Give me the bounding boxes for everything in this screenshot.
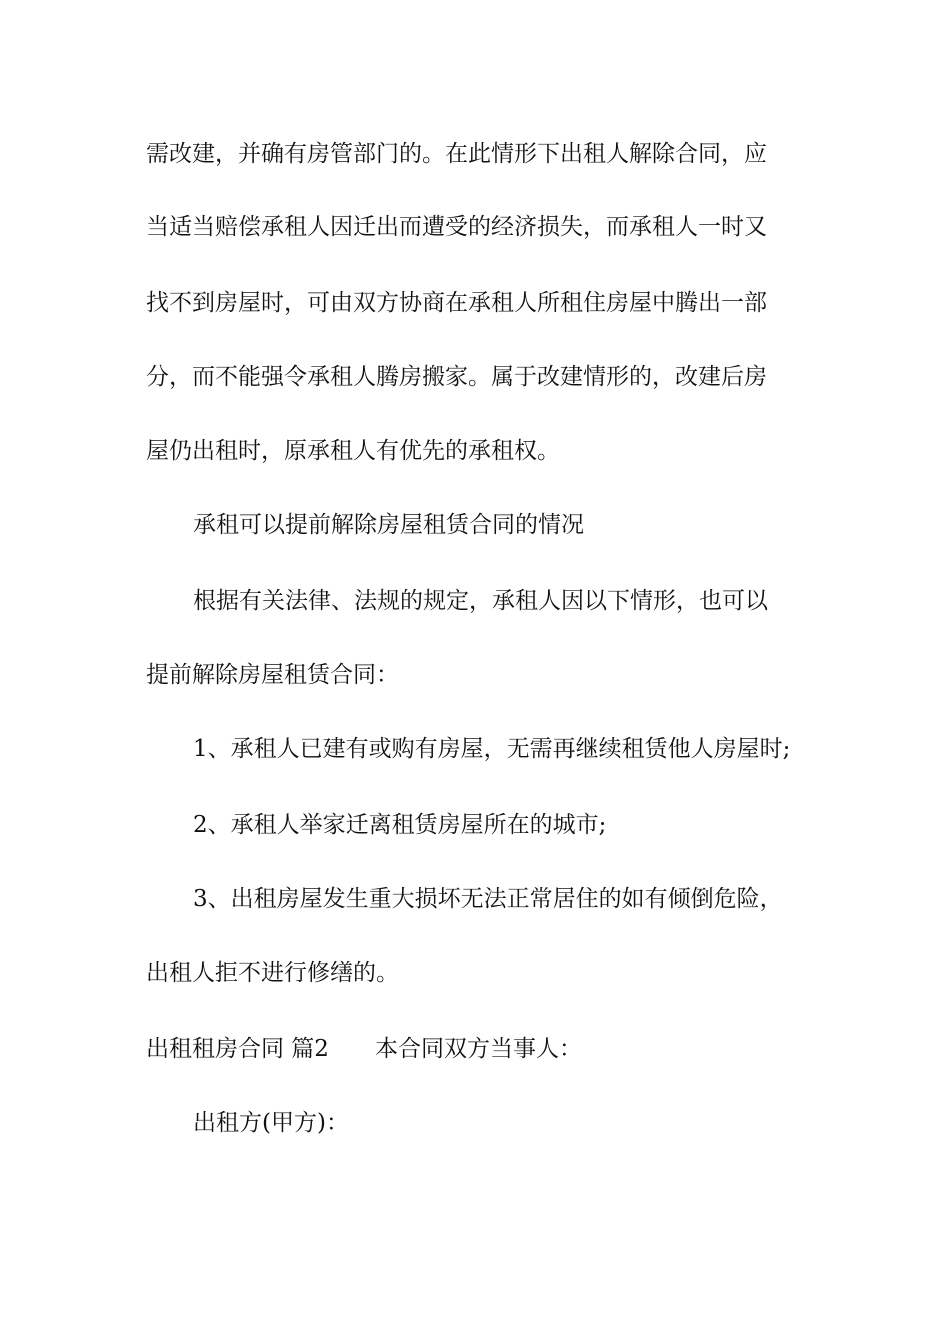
subheading: 承租可以提前解除房屋租赁合同的情况 — [193, 512, 584, 538]
section-heading-line — [146, 1034, 582, 1064]
paragraph-line: 屋仍出租时，原承租人有优先的承租权。 — [146, 438, 560, 464]
section-heading: 出租租房合同 篇2 — [146, 1036, 329, 1062]
paragraph-line: 根据有关法律、法规的规定，承租人因以下情形，也可以 — [193, 588, 768, 614]
section-intro: 本合同双方当事人： — [374, 1036, 582, 1062]
list-item: 2、承租人举家迁离租赁房屋所在的城市; — [193, 812, 607, 838]
paragraph-line: 找不到房屋时，可由双方协商在承租人所租住房屋中腾出一部 — [146, 290, 767, 316]
paragraph-line: 当适当赔偿承租人因迁出而遭受的经济损失，而承租人一时又 — [146, 214, 767, 240]
paragraph-line: 分，而不能强令承租人腾房搬家。属于改建情形的，改建后房 — [146, 364, 767, 390]
party-a-label: 出租方(甲方)： — [193, 1110, 349, 1136]
list-item-continuation: 出租人拒不进行修缮的。 — [146, 960, 399, 986]
paragraph-line: 需改建，并确有房管部门的。在此情形下出租人解除合同，应 — [146, 141, 767, 167]
paragraph-line: 提前解除房屋租赁合同： — [146, 662, 399, 688]
list-item: 1、承租人已建有或购有房屋，无需再继续租赁他人房屋时; — [193, 736, 791, 762]
list-item: 3、出租房屋发生重大损坏无法正常居住的如有倾倒危险， — [193, 886, 783, 912]
